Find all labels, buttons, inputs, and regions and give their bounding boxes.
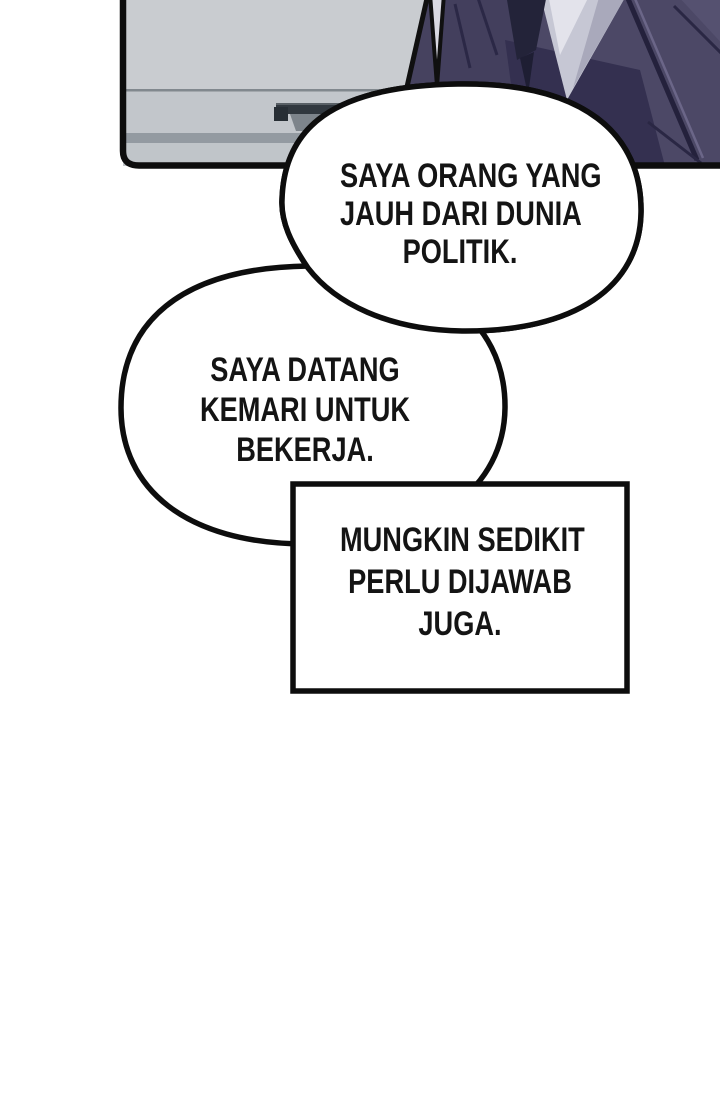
dialogue-line: MUNGKIN SEDIKIT (340, 521, 585, 559)
dialogue-line: JAUH DARI DUNIA (340, 195, 582, 233)
speech-bubble-2-text (185, 350, 425, 470)
dialogue-line: POLITIK. (402, 233, 518, 271)
dialogue-line: SAYA DATANG (210, 351, 400, 389)
caption-box-text (340, 519, 585, 645)
speech-bubble-1-text (340, 157, 602, 271)
dialogue-line: KEMARI UNTUK (199, 391, 411, 429)
dialogue-line: SAYA ORANG YANG (340, 157, 602, 195)
dialogue-line: BEKERJA. (236, 431, 374, 469)
dialogue-line: JUGA. (418, 605, 502, 643)
dialogue-line: PERLU DIJAWAB (348, 563, 572, 601)
